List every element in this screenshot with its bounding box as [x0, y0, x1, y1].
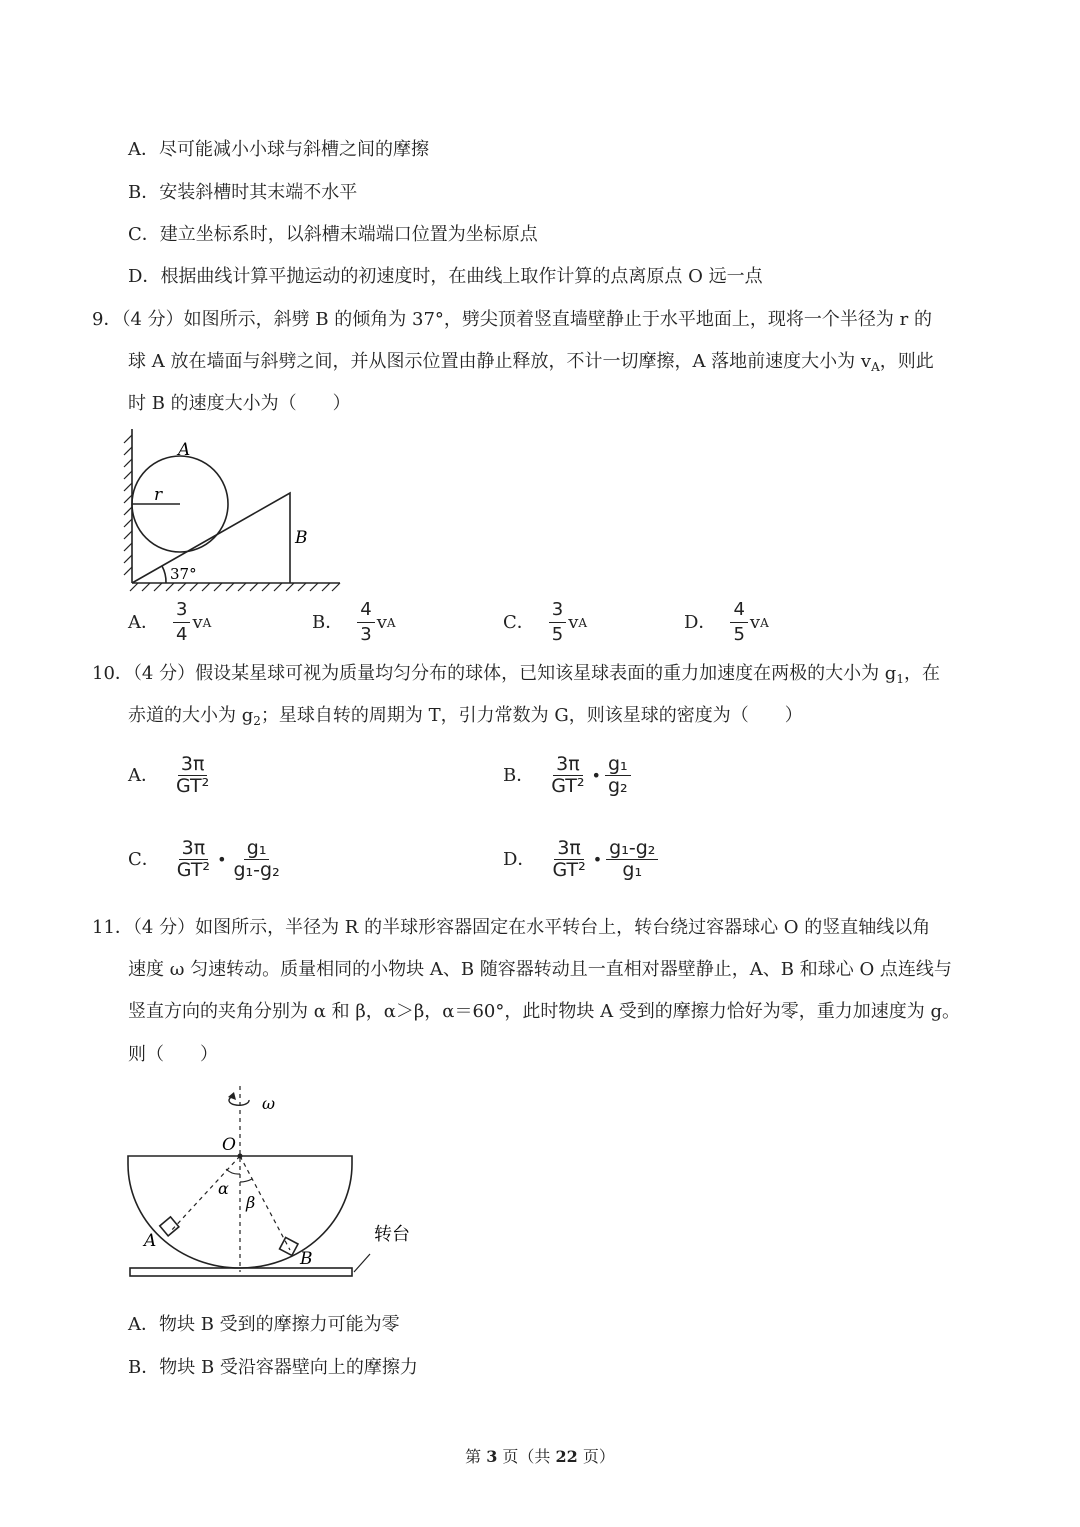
angle-arc — [162, 566, 166, 583]
turntable — [130, 1268, 352, 1276]
label-a: A — [178, 440, 191, 460]
q11-stem-line1: 11．（4 分）如图所示，半径为 R 的半球形容器固定在水平转台上，转台绕过容器球心 O 的竖直轴线以角 — [92, 917, 931, 938]
block-b — [280, 1237, 298, 1255]
label-block-b: B — [300, 1249, 313, 1269]
q10-option-c: C． $\frac{3\pi}{\text{GT²}}$ • $\frac{\text{g₁}}{\text{g₁-g₂}}$ — [128, 837, 280, 881]
q9-option-a: A． $\frac{3}{4}$ v A — [128, 599, 212, 645]
q8-option-b: B．安装斜槽时其末端不水平 — [128, 182, 358, 203]
q11-option-a: A．物块 B 受到的摩擦力可能为零 — [128, 1314, 400, 1335]
center-o-dot — [238, 1154, 243, 1159]
label-o: O — [222, 1135, 236, 1155]
q9-stem-line3: 时 B 的速度大小为（ ） — [128, 393, 351, 414]
label-alpha: α — [218, 1179, 229, 1198]
wall-hatching — [124, 435, 132, 575]
line-oa — [170, 1156, 240, 1232]
q10-option-b: B． $\frac{3\pi}{\text{GT²}}$ • $\frac{\text{g₁}}{\text{g₂}}$ — [503, 754, 633, 797]
q11-stem-line2: 速度 ω 匀速转动。质量相同的小物块 A、B 随容器转动且一直相对器壁静止，A、B 和球心 O 点连线与 — [128, 959, 952, 980]
q9-option-c: C． $\frac{3}{5}$ v A — [503, 599, 588, 645]
label-beta: β — [246, 1193, 256, 1212]
label-omega: ω — [262, 1094, 276, 1113]
wedge-b — [132, 493, 290, 583]
q8-option-a: A．尽可能减小小球与斜槽之间的摩擦 — [128, 139, 429, 160]
q11-option-b: B．物块 B 受沿容器壁向上的摩擦力 — [128, 1357, 418, 1378]
beta-arc — [240, 1179, 252, 1182]
q8-option-d: D．根据曲线计算平抛运动的初速度时，在曲线上取作计算的点离原点 O 远一点 — [128, 266, 763, 287]
q9-stem-line2: 球 A 放在墙面与斜劈之间，并从图示位置由静止释放，不计一切摩擦，A 落地前速度大小为 $v_A$，则此 — [128, 351, 934, 374]
block-a — [160, 1217, 179, 1236]
label-block-a: A — [144, 1231, 157, 1251]
label-angle: 37° — [170, 565, 197, 583]
q9-stem-line1: 9．（4 分）如图所示，斜劈 B 的倾角为 37°，劈尖顶着竖直墙壁静止于水平地面上，现将一个半径为 r 的 — [92, 309, 932, 330]
q11-figure — [118, 1082, 428, 1282]
hemisphere-container — [128, 1156, 352, 1268]
page-footer: 第 3 页（共 22 页） — [465, 1447, 615, 1466]
q9-figure — [118, 425, 348, 595]
q10-option-a: A． $\frac{3\pi}{\text{GT²}}$ — [128, 753, 210, 797]
q9-option-b: B． $\frac{4}{3}$ v A — [312, 599, 396, 645]
q8-option-c: C．建立坐标系时，以斜槽末端端口位置为坐标原点 — [128, 224, 538, 245]
q10-stem-line1: 10．（4 分）假设某星球可视为质量均匀分布的球体，已知该星球表面的重力加速度在两极的大小为 $g_1$，在 — [92, 663, 940, 686]
turntable-leader — [354, 1254, 370, 1272]
q10-option-d: D． $\frac{3\pi}{\text{GT²}}$ • $\frac{\text{g₁-g₂}}{\text{g₁}}$ — [503, 838, 660, 881]
label-r: r — [154, 485, 163, 505]
ground-hatching — [130, 583, 340, 591]
q11-stem-line3: 竖直方向的夹角分别为 α 和 β，α＞β，α＝60°，此时物块 A 受到的摩擦力恰好为零，重力加速度为 g。 — [128, 1001, 961, 1022]
label-turntable: 转台 — [374, 1224, 410, 1245]
q10-stem-line2: 赤道的大小为 $g_2$；星球自转的周期为 T，引力常数为 G，则该星球的密度为（ ） — [128, 705, 803, 728]
label-b: B — [295, 528, 308, 548]
q9-option-d: D． $\frac{4}{5}$ v A — [684, 599, 769, 645]
q11-stem-line4: 则（ ） — [128, 1044, 218, 1065]
